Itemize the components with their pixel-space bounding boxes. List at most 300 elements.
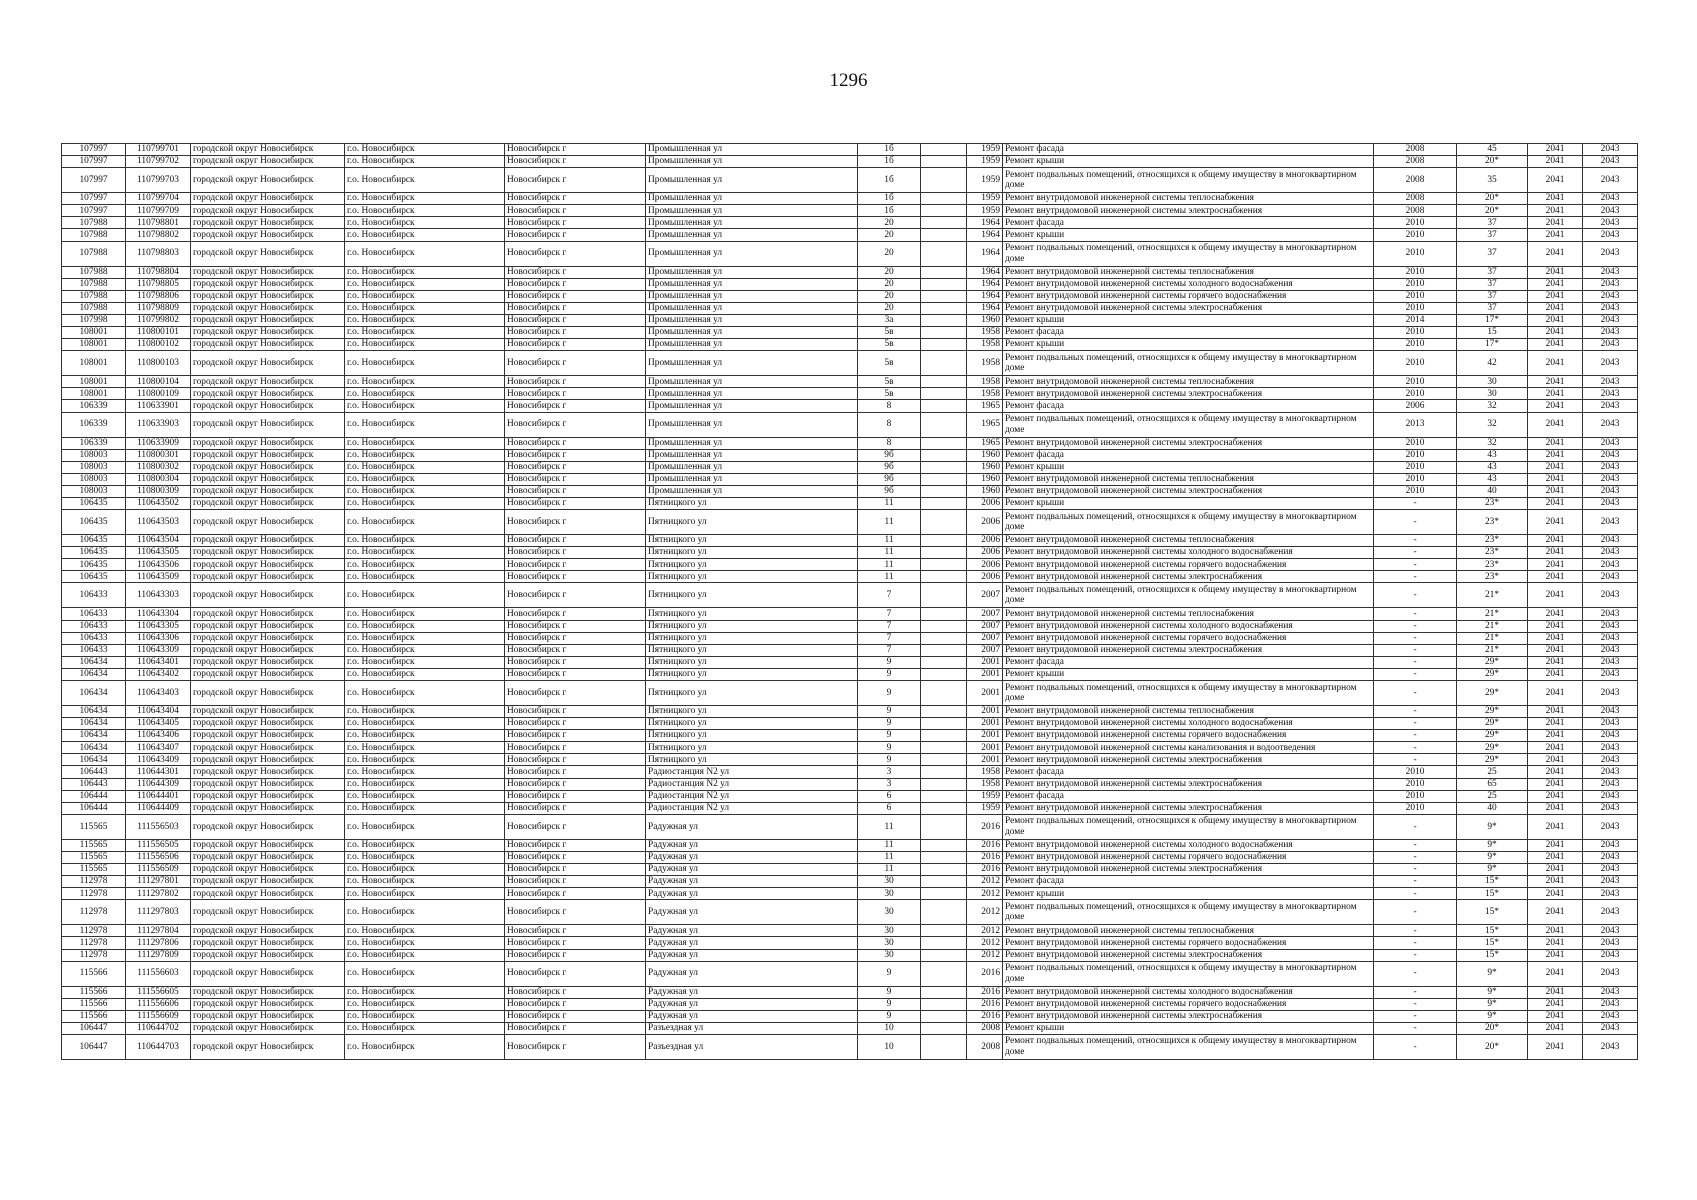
wear-cell: 29* (1457, 668, 1528, 680)
building-cell (921, 766, 967, 778)
house-number-cell: 8 (858, 412, 921, 437)
plan-end-cell: 2043 (1583, 730, 1638, 742)
work-id-cell: 111556605 (126, 986, 191, 998)
table-row (62, 437, 1638, 449)
house-id-cell: 106435 (62, 497, 126, 509)
plan-start-cell: 2041 (1528, 266, 1583, 278)
plan-end-cell: 2043 (1583, 485, 1638, 497)
table-row (62, 620, 1638, 632)
building-cell (921, 497, 967, 509)
year-built-cell: 2016 (967, 961, 1003, 986)
house-number-cell: 11 (858, 497, 921, 509)
work-type-cell: Ремонт внутридомовой инженерной системы теплоснабжения (1003, 706, 1374, 718)
house-number-cell: 7 (858, 583, 921, 608)
year-built-cell: 2016 (967, 1010, 1003, 1022)
municipality-cell: городской округ Новосибирск (191, 706, 345, 718)
street-cell: Промышленная ул (646, 327, 858, 339)
plan-end-cell: 2043 (1583, 314, 1638, 326)
plan-end-cell: 2043 (1583, 998, 1638, 1010)
district-cell: г.о. Новосибирск (345, 778, 505, 790)
plan-end-cell: 2043 (1583, 302, 1638, 314)
street-cell: Пятницкого ул (646, 583, 858, 608)
house-id-cell: 108003 (62, 461, 126, 473)
city-cell: Новосибирск г (505, 620, 646, 632)
year-built-cell: 1960 (967, 314, 1003, 326)
plan-start-cell: 2041 (1528, 241, 1583, 266)
year-built-cell: 2001 (967, 730, 1003, 742)
plan-end-cell: 2043 (1583, 351, 1638, 376)
wear-cell: 29* (1457, 718, 1528, 730)
work-type-cell: Ремонт подвальных помещений, относящихся к общему имуществу в многоквартирном доме (1003, 412, 1374, 437)
house-number-cell: 9б (858, 485, 921, 497)
work-type-cell: Ремонт фасада (1003, 327, 1374, 339)
plan-start-cell: 2041 (1528, 302, 1583, 314)
house-number-cell: 1б (858, 156, 921, 168)
house-id-cell: 108003 (62, 485, 126, 497)
plan-end-cell: 2043 (1583, 839, 1638, 851)
house-number-cell: 5в (858, 351, 921, 376)
municipality-cell: городской округ Новосибирск (191, 266, 345, 278)
last-repair-year-cell: - (1374, 1022, 1457, 1034)
table-row (62, 730, 1638, 742)
municipality-cell: городской округ Новосибирск (191, 949, 345, 961)
plan-end-cell: 2043 (1583, 644, 1638, 656)
house-number-cell: 20 (858, 229, 921, 241)
last-repair-year-cell: 2008 (1374, 144, 1457, 156)
building-cell (921, 864, 967, 876)
municipality-cell: городской округ Новосибирск (191, 497, 345, 509)
last-repair-year-cell: 2010 (1374, 388, 1457, 400)
wear-cell: 15* (1457, 925, 1528, 937)
table-row (62, 168, 1638, 193)
municipality-cell: городской округ Новосибирск (191, 620, 345, 632)
wear-cell: 21* (1457, 583, 1528, 608)
street-cell: Пятницкого ул (646, 742, 858, 754)
municipality-cell: городской округ Новосибирск (191, 485, 345, 497)
wear-cell: 32 (1457, 412, 1528, 437)
municipality-cell: городской округ Новосибирск (191, 547, 345, 559)
city-cell: Новосибирск г (505, 1034, 646, 1059)
plan-start-cell: 2041 (1528, 742, 1583, 754)
house-id-cell: 106434 (62, 754, 126, 766)
wear-cell: 20* (1457, 156, 1528, 168)
house-number-cell: 20 (858, 241, 921, 266)
last-repair-year-cell: - (1374, 571, 1457, 583)
plan-end-cell: 2043 (1583, 583, 1638, 608)
district-cell: г.о. Новосибирск (345, 278, 505, 290)
year-built-cell: 2001 (967, 668, 1003, 680)
plan-start-cell: 2041 (1528, 851, 1583, 863)
building-cell (921, 814, 967, 839)
work-type-cell: Ремонт фасада (1003, 144, 1374, 156)
table-row (62, 400, 1638, 412)
building-cell (921, 485, 967, 497)
table-row (62, 266, 1638, 278)
year-built-cell: 2001 (967, 706, 1003, 718)
building-cell (921, 510, 967, 535)
house-number-cell: 11 (858, 510, 921, 535)
district-cell: г.о. Новосибирск (345, 351, 505, 376)
building-cell (921, 351, 967, 376)
work-id-cell: 110800301 (126, 449, 191, 461)
year-built-cell: 2016 (967, 986, 1003, 998)
plan-end-cell: 2043 (1583, 559, 1638, 571)
table-row (62, 668, 1638, 680)
city-cell: Новосибирск г (505, 497, 646, 509)
house-id-cell: 106434 (62, 656, 126, 668)
last-repair-year-cell: - (1374, 814, 1457, 839)
work-type-cell: Ремонт подвальных помещений, относящихся к общему имуществу в многоквартирном доме (1003, 510, 1374, 535)
street-cell: Радужная ул (646, 986, 858, 998)
street-cell: Пятницкого ул (646, 571, 858, 583)
city-cell: Новосибирск г (505, 754, 646, 766)
last-repair-year-cell: 2010 (1374, 229, 1457, 241)
city-cell: Новосибирск г (505, 961, 646, 986)
house-id-cell: 106339 (62, 400, 126, 412)
year-built-cell: 2007 (967, 608, 1003, 620)
district-cell: г.о. Новосибирск (345, 510, 505, 535)
work-type-cell: Ремонт подвальных помещений, относящихся к общему имуществу в многоквартирном доме (1003, 681, 1374, 706)
wear-cell: 37 (1457, 290, 1528, 302)
house-number-cell: 9 (858, 961, 921, 986)
street-cell: Радужная ул (646, 998, 858, 1010)
plan-start-cell: 2041 (1528, 656, 1583, 668)
plan-end-cell: 2043 (1583, 571, 1638, 583)
plan-start-cell: 2041 (1528, 437, 1583, 449)
wear-cell: 37 (1457, 229, 1528, 241)
city-cell: Новосибирск г (505, 937, 646, 949)
house-number-cell: 30 (858, 925, 921, 937)
street-cell: Радужная ул (646, 839, 858, 851)
year-built-cell: 2006 (967, 571, 1003, 583)
wear-cell: 32 (1457, 400, 1528, 412)
wear-cell: 15* (1457, 900, 1528, 925)
building-cell (921, 839, 967, 851)
city-cell: Новосибирск г (505, 864, 646, 876)
municipality-cell: городской округ Новосибирск (191, 144, 345, 156)
wear-cell: 37 (1457, 278, 1528, 290)
table-row (62, 193, 1638, 205)
work-id-cell: 110643305 (126, 620, 191, 632)
house-id-cell: 115565 (62, 839, 126, 851)
plan-start-cell: 2041 (1528, 327, 1583, 339)
house-number-cell: 11 (858, 535, 921, 547)
building-cell (921, 290, 967, 302)
work-type-cell: Ремонт внутридомовой инженерной системы горячего водоснабжения (1003, 730, 1374, 742)
house-number-cell: 30 (858, 900, 921, 925)
street-cell: Пятницкого ул (646, 632, 858, 644)
wear-cell: 32 (1457, 437, 1528, 449)
last-repair-year-cell: - (1374, 535, 1457, 547)
work-id-cell: 110799704 (126, 193, 191, 205)
city-cell: Новосибирск г (505, 925, 646, 937)
wear-cell: 9* (1457, 814, 1528, 839)
house-id-cell: 106434 (62, 718, 126, 730)
city-cell: Новосибирск г (505, 205, 646, 217)
table-row (62, 851, 1638, 863)
plan-end-cell: 2043 (1583, 205, 1638, 217)
house-number-cell: 5в (858, 327, 921, 339)
district-cell: г.о. Новосибирск (345, 644, 505, 656)
municipality-cell: городской округ Новосибирск (191, 925, 345, 937)
building-cell (921, 925, 967, 937)
work-id-cell: 110799702 (126, 156, 191, 168)
house-id-cell: 106339 (62, 412, 126, 437)
building-cell (921, 217, 967, 229)
table-row (62, 205, 1638, 217)
last-repair-year-cell: - (1374, 876, 1457, 888)
plan-end-cell: 2043 (1583, 327, 1638, 339)
plan-start-cell: 2041 (1528, 706, 1583, 718)
work-id-cell: 110643306 (126, 632, 191, 644)
district-cell: г.о. Новосибирск (345, 706, 505, 718)
work-type-cell: Ремонт внутридомовой инженерной системы холодного водоснабжения (1003, 986, 1374, 998)
building-cell (921, 718, 967, 730)
plan-start-cell: 2041 (1528, 510, 1583, 535)
last-repair-year-cell: - (1374, 644, 1457, 656)
plan-end-cell: 2043 (1583, 388, 1638, 400)
city-cell: Новосибирск г (505, 547, 646, 559)
last-repair-year-cell: - (1374, 961, 1457, 986)
plan-end-cell: 2043 (1583, 754, 1638, 766)
house-number-cell: 9 (858, 656, 921, 668)
year-built-cell: 1959 (967, 168, 1003, 193)
wear-cell: 25 (1457, 790, 1528, 802)
house-number-cell: 5в (858, 376, 921, 388)
work-type-cell: Ремонт крыши (1003, 668, 1374, 680)
work-id-cell: 110799709 (126, 205, 191, 217)
municipality-cell: городской округ Новосибирск (191, 900, 345, 925)
table-row (62, 754, 1638, 766)
house-number-cell: 9 (858, 706, 921, 718)
house-id-cell: 106434 (62, 742, 126, 754)
plan-start-cell: 2041 (1528, 718, 1583, 730)
district-cell: г.о. Новосибирск (345, 864, 505, 876)
last-repair-year-cell: - (1374, 718, 1457, 730)
house-number-cell: 3 (858, 778, 921, 790)
last-repair-year-cell: - (1374, 608, 1457, 620)
work-id-cell: 110799802 (126, 314, 191, 326)
street-cell: Промышленная ул (646, 193, 858, 205)
last-repair-year-cell: - (1374, 986, 1457, 998)
municipality-cell: городской округ Новосибирск (191, 778, 345, 790)
plan-start-cell: 2041 (1528, 986, 1583, 998)
plan-start-cell: 2041 (1528, 449, 1583, 461)
plan-end-cell: 2043 (1583, 266, 1638, 278)
work-id-cell: 111297806 (126, 937, 191, 949)
table-row (62, 290, 1638, 302)
work-type-cell: Ремонт внутридомовой инженерной системы электроснабжения (1003, 485, 1374, 497)
house-number-cell: 7 (858, 620, 921, 632)
last-repair-year-cell: - (1374, 497, 1457, 509)
plan-end-cell: 2043 (1583, 668, 1638, 680)
city-cell: Новосибирск г (505, 412, 646, 437)
wear-cell: 17* (1457, 339, 1528, 351)
building-cell (921, 888, 967, 900)
work-type-cell: Ремонт внутридомовой инженерной системы электроснабжения (1003, 802, 1374, 814)
plan-start-cell: 2041 (1528, 400, 1583, 412)
last-repair-year-cell: - (1374, 864, 1457, 876)
house-id-cell: 106435 (62, 535, 126, 547)
house-id-cell: 108001 (62, 388, 126, 400)
city-cell: Новосибирск г (505, 681, 646, 706)
plan-start-cell: 2041 (1528, 583, 1583, 608)
year-built-cell: 2012 (967, 888, 1003, 900)
city-cell: Новосибирск г (505, 986, 646, 998)
work-type-cell: Ремонт внутридомовой инженерной системы теплоснабжения (1003, 266, 1374, 278)
last-repair-year-cell: 2006 (1374, 400, 1457, 412)
municipality-cell: городской округ Новосибирск (191, 718, 345, 730)
building-cell (921, 437, 967, 449)
city-cell: Новосибирск г (505, 485, 646, 497)
house-number-cell: 10 (858, 1034, 921, 1059)
house-id-cell: 107988 (62, 278, 126, 290)
work-type-cell: Ремонт внутридомовой инженерной системы горячего водоснабжения (1003, 937, 1374, 949)
house-id-cell: 106434 (62, 730, 126, 742)
work-type-cell: Ремонт крыши (1003, 497, 1374, 509)
wear-cell: 25 (1457, 766, 1528, 778)
plan-start-cell: 2041 (1528, 535, 1583, 547)
table-row (62, 706, 1638, 718)
municipality-cell: городской округ Новосибирск (191, 241, 345, 266)
table-row (62, 1010, 1638, 1022)
district-cell: г.о. Новосибирск (345, 730, 505, 742)
plan-start-cell: 2041 (1528, 278, 1583, 290)
house-number-cell: 11 (858, 547, 921, 559)
plan-end-cell: 2043 (1583, 814, 1638, 839)
house-id-cell: 106433 (62, 620, 126, 632)
city-cell: Новосибирск г (505, 156, 646, 168)
work-id-cell: 110643506 (126, 559, 191, 571)
building-cell (921, 266, 967, 278)
work-id-cell: 110643309 (126, 644, 191, 656)
last-repair-year-cell: 2008 (1374, 205, 1457, 217)
work-id-cell: 110643509 (126, 571, 191, 583)
municipality-cell: городской округ Новосибирск (191, 449, 345, 461)
street-cell: Пятницкого ул (646, 608, 858, 620)
district-cell: г.о. Новосибирск (345, 485, 505, 497)
street-cell: Пятницкого ул (646, 559, 858, 571)
municipality-cell: городской округ Новосибирск (191, 876, 345, 888)
work-type-cell: Ремонт внутридомовой инженерной системы теплоснабжения (1003, 473, 1374, 485)
wear-cell: 37 (1457, 217, 1528, 229)
plan-start-cell: 2041 (1528, 998, 1583, 1010)
municipality-cell: городской округ Новосибирск (191, 1022, 345, 1034)
city-cell: Новосибирск г (505, 706, 646, 718)
building-cell (921, 706, 967, 718)
street-cell: Радиостанция N2 ул (646, 766, 858, 778)
house-id-cell: 108001 (62, 327, 126, 339)
year-built-cell: 1964 (967, 290, 1003, 302)
last-repair-year-cell: - (1374, 754, 1457, 766)
plan-end-cell: 2043 (1583, 547, 1638, 559)
municipality-cell: городской округ Новосибирск (191, 339, 345, 351)
house-id-cell: 108003 (62, 473, 126, 485)
year-built-cell: 1965 (967, 437, 1003, 449)
work-id-cell: 110800101 (126, 327, 191, 339)
table-row (62, 961, 1638, 986)
street-cell: Промышленная ул (646, 485, 858, 497)
table-row (62, 790, 1638, 802)
house-id-cell: 108003 (62, 449, 126, 461)
district-cell: г.о. Новосибирск (345, 559, 505, 571)
work-id-cell: 110633901 (126, 400, 191, 412)
work-type-cell: Ремонт внутридомовой инженерной системы теплоснабжения (1003, 376, 1374, 388)
building-cell (921, 461, 967, 473)
last-repair-year-cell: - (1374, 937, 1457, 949)
house-number-cell: 9 (858, 1010, 921, 1022)
house-number-cell: 9 (858, 754, 921, 766)
wear-cell: 42 (1457, 351, 1528, 376)
wear-cell: 29* (1457, 754, 1528, 766)
building-cell (921, 229, 967, 241)
street-cell: Пятницкого ул (646, 668, 858, 680)
house-number-cell: 1б (858, 144, 921, 156)
plan-start-cell: 2041 (1528, 937, 1583, 949)
city-cell: Новосибирск г (505, 632, 646, 644)
house-id-cell: 115565 (62, 814, 126, 839)
district-cell: г.о. Новосибирск (345, 876, 505, 888)
last-repair-year-cell: - (1374, 547, 1457, 559)
wear-cell: 23* (1457, 571, 1528, 583)
street-cell: Разъездная ул (646, 1034, 858, 1059)
plan-start-cell: 2041 (1528, 144, 1583, 156)
table-row (62, 608, 1638, 620)
work-type-cell: Ремонт фасада (1003, 217, 1374, 229)
plan-end-cell: 2043 (1583, 1034, 1638, 1059)
table-row (62, 241, 1638, 266)
last-repair-year-cell: 2013 (1374, 412, 1457, 437)
district-cell: г.о. Новосибирск (345, 290, 505, 302)
last-repair-year-cell: - (1374, 888, 1457, 900)
work-type-cell: Ремонт крыши (1003, 229, 1374, 241)
last-repair-year-cell: - (1374, 998, 1457, 1010)
district-cell: г.о. Новосибирск (345, 571, 505, 583)
table-row (62, 351, 1638, 376)
table-row (62, 802, 1638, 814)
city-cell: Новосибирск г (505, 339, 646, 351)
house-number-cell: 6 (858, 790, 921, 802)
year-built-cell: 1959 (967, 790, 1003, 802)
district-cell: г.о. Новосибирск (345, 437, 505, 449)
plan-end-cell: 2043 (1583, 790, 1638, 802)
house-id-cell: 108001 (62, 339, 126, 351)
work-type-cell: Ремонт внутридомовой инженерной системы теплоснабжения (1003, 925, 1374, 937)
year-built-cell: 1958 (967, 327, 1003, 339)
city-cell: Новосибирск г (505, 535, 646, 547)
work-id-cell: 111297804 (126, 925, 191, 937)
work-type-cell: Ремонт внутридомовой инженерной системы теплоснабжения (1003, 608, 1374, 620)
house-id-cell: 107988 (62, 290, 126, 302)
plan-start-cell: 2041 (1528, 461, 1583, 473)
district-cell: г.о. Новосибирск (345, 449, 505, 461)
work-id-cell: 111556606 (126, 998, 191, 1010)
house-id-cell: 107997 (62, 144, 126, 156)
work-type-cell: Ремонт внутридомовой инженерной системы холодного водоснабжения (1003, 839, 1374, 851)
house-number-cell: 3 (858, 766, 921, 778)
district-cell: г.о. Новосибирск (345, 1010, 505, 1022)
street-cell: Радужная ул (646, 949, 858, 961)
city-cell: Новосибирск г (505, 730, 646, 742)
district-cell: г.о. Новосибирск (345, 535, 505, 547)
work-type-cell: Ремонт внутридомовой инженерной системы электроснабжения (1003, 388, 1374, 400)
plan-start-cell: 2041 (1528, 547, 1583, 559)
year-built-cell: 2001 (967, 681, 1003, 706)
plan-end-cell: 2043 (1583, 437, 1638, 449)
plan-start-cell: 2041 (1528, 888, 1583, 900)
street-cell: Радиостанция N2 ул (646, 802, 858, 814)
plan-start-cell: 2041 (1528, 814, 1583, 839)
